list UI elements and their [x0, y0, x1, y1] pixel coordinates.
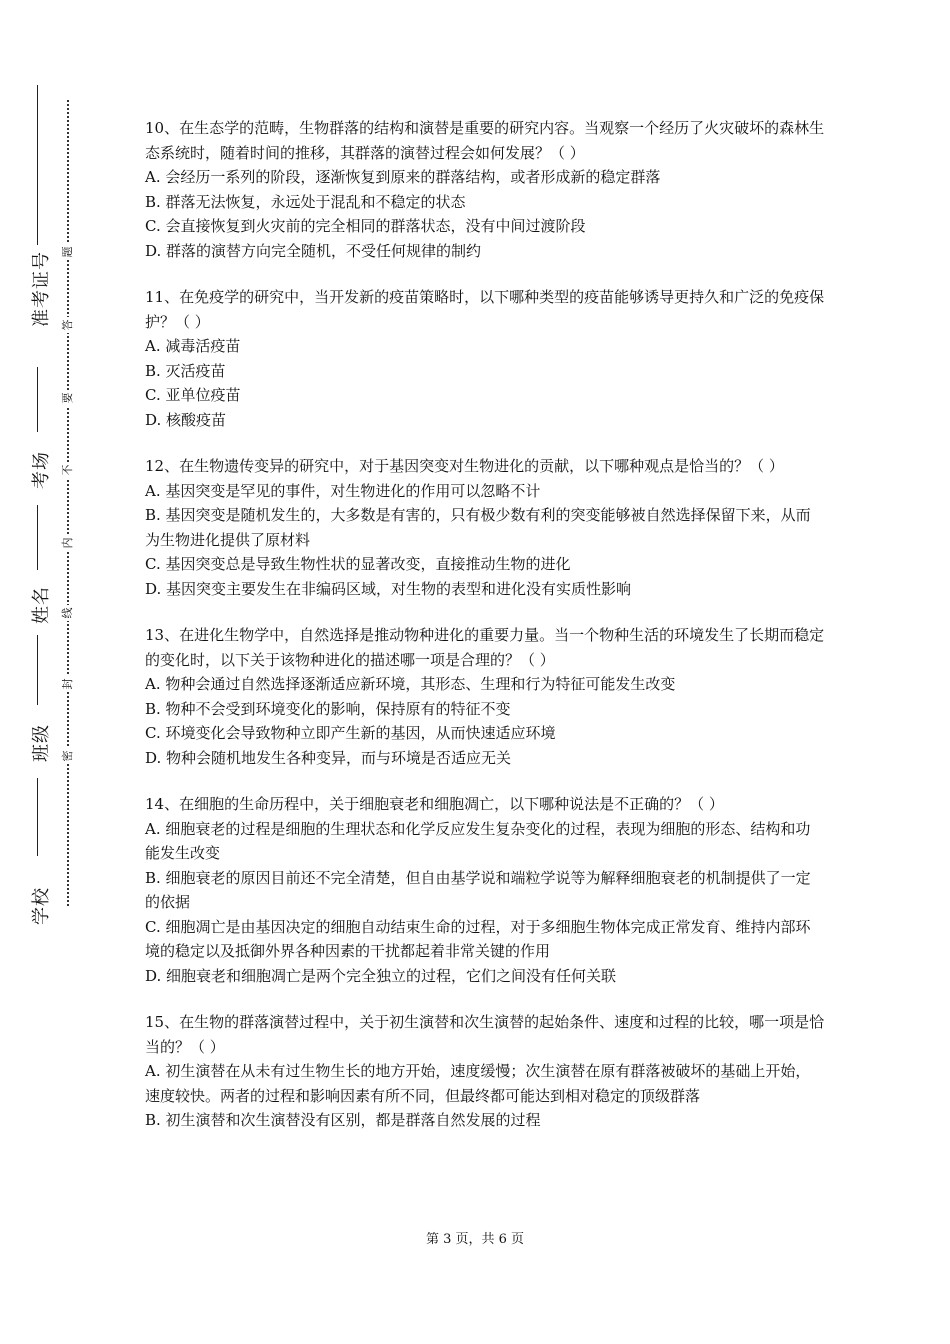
- option-b: B. 物种不会受到环境变化的影响，保持原有的特征不变: [145, 699, 511, 718]
- question-stem: 14、在细胞的生命历程中，关于细胞衰老和细胞凋亡，以下哪种说法是不正确的？（ ）: [145, 795, 724, 813]
- option-b: B. 初生演替和次生演替没有区别，都是群落自然发展的过程: [145, 1111, 541, 1129]
- seal-char: 题: [60, 244, 76, 260]
- option-d: D. 群落的演替方向完全随机，不受任何规律的制约: [145, 241, 482, 260]
- seal-char: 密: [60, 748, 76, 764]
- option-a: A. 基因突变是罕见的事件，对生物进化的作用可以忽略不计: [145, 481, 541, 500]
- option-a: A. 初生演替在从未有过生物生长的地方开始，速度缓慢；次生演替在原有群落被破坏的基础上开始，速度较快。两者的过程和影响因素有所不同，但最终都可能达到相对稳定的顶级群落: [145, 1062, 811, 1105]
- seal-dotted-line: [67, 100, 69, 906]
- question-14: [145, 792, 825, 988]
- seal-char: 内: [60, 535, 76, 551]
- question-list: [145, 116, 825, 1155]
- option-a: A. 会经历一系列的阶段，逐渐恢复到原来的群落结构，或者形成新的稳定群落: [145, 168, 661, 186]
- margin-line: [37, 85, 38, 245]
- seal-char: 封: [60, 676, 76, 692]
- option-d: D. 细胞衰老和细胞凋亡是两个完全独立的过程，它们之间没有任何关联: [145, 966, 617, 985]
- margin-field-exam-id: 准考证号: [31, 251, 52, 327]
- question-stem: 15、在生物的群落演替过程中，关于初生演替和次生演替的起始条件、速度和过程的比较，哪一项是恰当的？（ ）: [145, 1013, 825, 1056]
- question-12: [145, 454, 825, 601]
- question-stem: 13、在进化生物学中，自然选择是推动物种进化的重要力量。当一个物种生活的环境发生了长期而稳定的变化时，以下关于该物种进化的描述哪一项是合理的？（ ）: [145, 626, 825, 669]
- question-stem: 12、在生物遗传变异的研究中，对于基因突变对生物进化的贡献，以下哪种观点是恰当的？（ ）: [145, 457, 784, 475]
- margin-field-school: 学校: [31, 887, 52, 925]
- seal-char: 答: [60, 317, 76, 333]
- question-10: [145, 116, 825, 263]
- option-d: D. 物种会随机地发生各种变异，而与环境是否适应无关: [145, 748, 512, 767]
- margin-line: [37, 635, 38, 705]
- option-c: C. 基因突变总是导致生物性状的显著改变，直接推动生物的进化: [145, 555, 571, 573]
- option-b: B. 细胞衰老的原因目前还不完全清楚，但自由基学说和端粒学说等为解释细胞衰老的机制提供了一定的依据: [145, 868, 811, 911]
- option-b: B. 基因突变是随机发生的，大多数是有害的，只有极少数有利的突变能够被自然选择保留下来，从而为生物进化提供了原材料: [145, 506, 811, 549]
- option-d: D. 核酸疫苗: [145, 410, 227, 429]
- option-c: C. 细胞凋亡是由基因决定的细胞自动结束生命的过程，对于多细胞生物体完成正常发育、维持内部环境的稳定以及抵御外界各种因素的干扰都起着非常关键的作用: [145, 917, 811, 960]
- question-15: [145, 1010, 825, 1133]
- margin-line: [37, 505, 38, 570]
- seal-char: 线: [60, 605, 76, 621]
- option-a: A. 减毒活疫苗: [145, 337, 241, 355]
- question-13: [145, 623, 825, 770]
- margin-line: [37, 367, 38, 432]
- option-b: B. 灭活疫苗: [145, 361, 226, 380]
- margin-line: [37, 778, 38, 856]
- seal-char: 不: [60, 462, 76, 478]
- margin-field-exam-room: 考场: [31, 451, 52, 489]
- option-a: A. 细胞衰老的过程是细胞的生理状态和化学反应发生复杂变化的过程，表现为细胞的形态、结构和功能发生改变: [145, 819, 811, 862]
- margin-field-name: 姓名: [31, 586, 52, 624]
- page-number: 第 3 页，共 6 页: [425, 1232, 525, 1247]
- option-a: A. 物种会通过自然选择逐渐适应新环境，其形态、生理和行为特征可能发生改变: [145, 675, 676, 693]
- option-c: C. 环境变化会导致物种立即产生新的基因，从而快速适应环境: [145, 724, 556, 742]
- question-11: [145, 285, 825, 432]
- question-stem: 11、在免疫学的研究中，当开发新的疫苗策略时，以下哪种类型的疫苗能够诱导更持久和广泛的免疫保护？（ ）: [145, 288, 825, 331]
- seal-char: 要: [60, 390, 76, 406]
- option-c: C. 会直接恢复到火灾前的完全相同的群落状态，没有中间过渡阶段: [145, 217, 586, 235]
- margin-field-class: 班级: [31, 724, 52, 762]
- option-b: B. 群落无法恢复，永远处于混乱和不稳定的状态: [145, 192, 466, 211]
- option-d: D. 基因突变主要发生在非编码区域，对生物的表型和进化没有实质性影响: [145, 579, 632, 598]
- option-c: C. 亚单位疫苗: [145, 386, 241, 404]
- question-stem: 10、在生态学的范畴，生物群落的结构和演替是重要的研究内容。当观察一个经历了火灾破坏的森林生态系统时，随着时间的推移，其群落的演替过程会如何发展？（ ）: [145, 119, 825, 162]
- binding-margin: [0, 0, 120, 1344]
